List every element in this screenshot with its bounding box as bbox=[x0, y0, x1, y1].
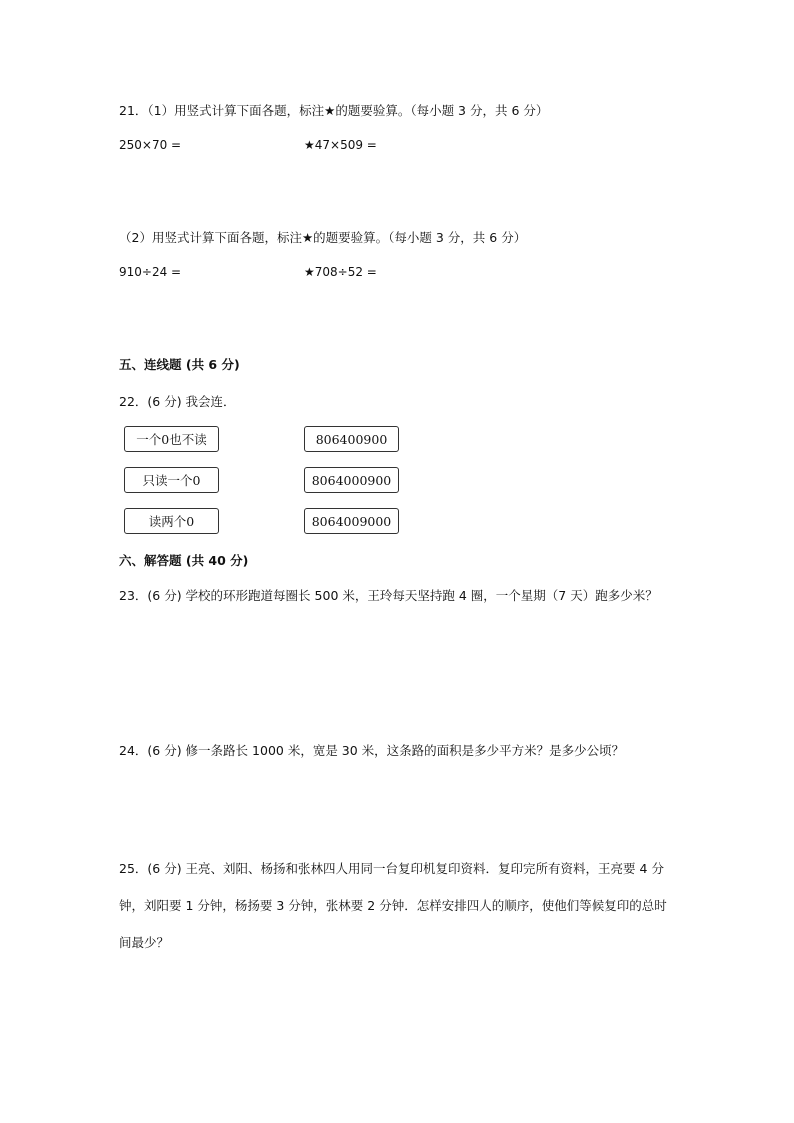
q22-text: 22．(6 分) 我会连． bbox=[119, 394, 236, 409]
left-box-1: 一个0也不读 bbox=[124, 426, 219, 452]
left-box-3: 读两个0 bbox=[124, 508, 219, 534]
q21-part1-eq2: ★47×509 = bbox=[304, 138, 377, 152]
q21-part2-eq1: 910÷24 = bbox=[119, 265, 182, 279]
q21-part1-text: 21．（1）用竖式计算下面各题，标注★的题要验算。（每小题 3 分，共 6 分） bbox=[119, 103, 549, 118]
left-box-2: 只读一个0 bbox=[124, 467, 219, 493]
section6-title: 六、解答题 (共 40 分) bbox=[119, 553, 249, 568]
right-box-2: 8064000900 bbox=[304, 467, 399, 493]
section5-title: 五、连线题 (共 6 分) bbox=[119, 357, 240, 372]
right-box-3: 8064009000 bbox=[304, 508, 399, 534]
q21-part2-eq2: ★708÷52 = bbox=[304, 265, 377, 279]
q21-part1-eq1: 250×70 = bbox=[119, 138, 182, 152]
q25-text: 25．(6 分) 王亮、刘阳、杨扬和张林四人用同一台复印机复印资料．复印完所有资料，王亮要 4 分钟，刘阳要 1 分钟，杨扬要 3 分钟，张林要 2 分钟．怎样安排四人的顺序，使他们等候复印的总时间最少？ bbox=[119, 861, 667, 950]
q24-text: 24．(6 分) 修一条路长 1000 米，宽是 30 米，这条路的面积是多少平方米？是多少公顷？ bbox=[119, 743, 625, 758]
q21-part2-text: （2）用竖式计算下面各题，标注★的题要验算。（每小题 3 分，共 6 分） bbox=[119, 230, 527, 245]
q23-text: 23．(6 分) 学校的环形跑道每圈长 500 米，王玲每天坚持跑 4 圈，一个星期（7 天）跑多少米？ bbox=[119, 588, 658, 603]
right-box-1: 806400900 bbox=[304, 426, 399, 452]
